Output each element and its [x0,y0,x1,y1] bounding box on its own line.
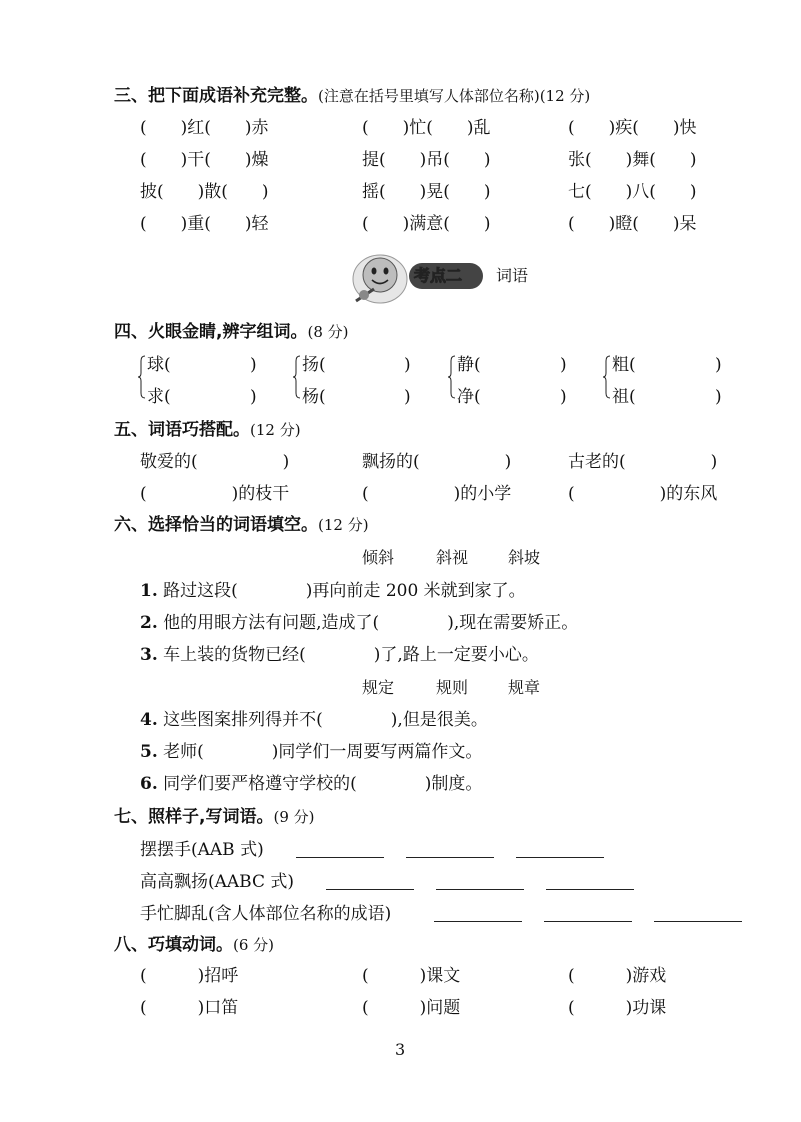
fill-item [140,744,482,761]
section-5-score: (12 分) [250,421,301,439]
section-4-score: (8 分) [307,323,349,341]
char-group-top: 扬( [302,355,326,375]
char-group-top: 静( [457,355,481,375]
fill-item [140,583,526,600]
idiom-blank[interactable]: ( )瞪( )呆 [568,214,697,234]
verb-blank[interactable]: ( )功课 [568,998,667,1018]
char-group-bottom: 杨( [302,387,326,407]
item-number: 2. [140,613,158,633]
section-7-heading [114,809,315,826]
topic-title: 词语 [496,266,529,285]
idiom-blank[interactable]: 七( )八( ) [568,182,697,202]
verb-blank[interactable]: ( )招呼 [140,966,239,986]
idiom-blank[interactable]: ( )干( )燥 [140,150,269,170]
paren-close: ) [250,387,257,407]
verb-blank[interactable]: ( )课文 [362,966,461,986]
item-number: 3. [140,645,158,665]
item-text[interactable]: 车上装的货物已经( )了,路上一定要小心。 [163,645,539,665]
idiom-blank[interactable]: ( )忙( )乱 [362,118,491,138]
section-4-title: 四、火眼金睛,辨字组词。 [114,322,308,342]
idiom-blank[interactable]: ( )重( )轻 [140,214,269,234]
item-text[interactable]: 同学们要严格遵守学校的( )制度。 [163,774,483,794]
answer-line[interactable] [296,857,384,858]
char-group-top: 粗( [612,355,636,375]
paren-close: ) [715,355,722,375]
idiom-blank[interactable]: ( )满意( ) [362,214,491,234]
answer-line[interactable] [406,857,494,858]
answer-line[interactable] [546,889,634,890]
fill-item [140,615,578,632]
item-text[interactable]: 这些图案排列得并不( ),但是很美。 [163,710,488,730]
section-8-score: (6 分) [233,936,275,954]
brace-icon [603,355,611,399]
section-4-heading [114,324,349,341]
topic-badge: 考点二 [414,266,463,285]
verb-blank[interactable]: ( )游戏 [568,966,667,986]
char-group-top: 球( [147,355,171,375]
word-choice: 规定 [362,678,395,697]
item-number: 4. [140,710,158,730]
word-choice: 斜坡 [508,548,541,567]
fill-item [140,776,482,793]
section-7-score: (9 分) [273,808,315,826]
brace-icon [293,355,301,399]
word-choice: 规章 [508,678,541,697]
char-group-bottom: 净( [457,387,481,407]
answer-line[interactable] [544,921,632,922]
match-blank[interactable]: 古老的( ) [568,452,718,472]
item-text[interactable]: 路过这段( )再向前走 200 米就到家了。 [163,581,526,601]
section-3-note: (注意在括号里填写人体部位名称)(12 分) [318,87,591,105]
item-text[interactable]: 他的用眼方法有问题,造成了( ),现在需要矫正。 [163,613,579,633]
fill-item [140,647,539,664]
answer-line[interactable] [436,889,524,890]
verb-blank[interactable]: ( )问题 [362,998,461,1018]
match-blank[interactable]: ( )的东风 [568,484,718,504]
section-8-heading [114,937,274,954]
example-label: 摆摆手(AAB 式) [140,840,264,860]
paren-close: ) [715,387,722,407]
example-label: 高高飘扬(AABC 式) [140,872,295,892]
section-7-title: 七、照样子,写词语。 [114,807,274,827]
answer-line[interactable] [516,857,604,858]
item-number: 6. [140,774,158,794]
match-blank[interactable]: ( )的小学 [362,484,512,504]
char-group-bottom: 求( [147,387,171,407]
verb-blank[interactable]: ( )口笛 [140,998,239,1018]
idiom-blank[interactable]: ( )疾( )快 [568,118,697,138]
example-label: 手忙脚乱(含人体部位名称的成语) [140,904,392,924]
page-number: 3 [395,1040,406,1059]
idiom-blank[interactable]: 提( )吊( ) [362,150,491,170]
idiom-blank[interactable]: 披( )散( ) [140,182,269,202]
paren-close: ) [404,387,411,407]
idiom-blank[interactable]: 张( )舞( ) [568,150,697,170]
idiom-blank[interactable]: ( )红( )赤 [140,118,269,138]
paren-close: ) [250,355,257,375]
section-3-heading [114,88,590,105]
answer-line[interactable] [434,921,522,922]
section-3-title: 三、把下面成语补充完整。 [114,86,318,106]
idiom-blank[interactable]: 摇( )晃( ) [362,182,491,202]
section-6-title: 六、选择恰当的词语填空。 [114,515,318,535]
paren-close: ) [560,355,567,375]
paren-close: ) [404,355,411,375]
item-number: 1. [140,581,158,601]
smiley-mascot-icon [348,249,408,307]
section-8-title: 八、巧填动词。 [114,935,233,955]
answer-line[interactable] [326,889,414,890]
paren-close: ) [560,387,567,407]
match-blank[interactable]: ( )的枝干 [140,484,290,504]
brace-icon [448,355,456,399]
section-5-heading [114,422,301,439]
fill-item [140,712,488,729]
word-choice: 斜视 [436,548,469,567]
match-blank[interactable]: 飘扬的( ) [362,452,512,472]
answer-line[interactable] [654,921,742,922]
section-6-heading [114,517,369,534]
section-5-title: 五、词语巧搭配。 [114,420,250,440]
char-group-bottom: 祖( [612,387,636,407]
brace-icon [138,355,146,399]
item-text[interactable]: 老师( )同学们一周要写两篇作文。 [163,742,483,762]
word-choice: 倾斜 [362,548,395,567]
match-blank[interactable]: 敬爱的( ) [140,452,290,472]
section-6-score: (12 分) [318,516,369,534]
item-number: 5. [140,742,158,762]
word-choice: 规则 [436,678,469,697]
